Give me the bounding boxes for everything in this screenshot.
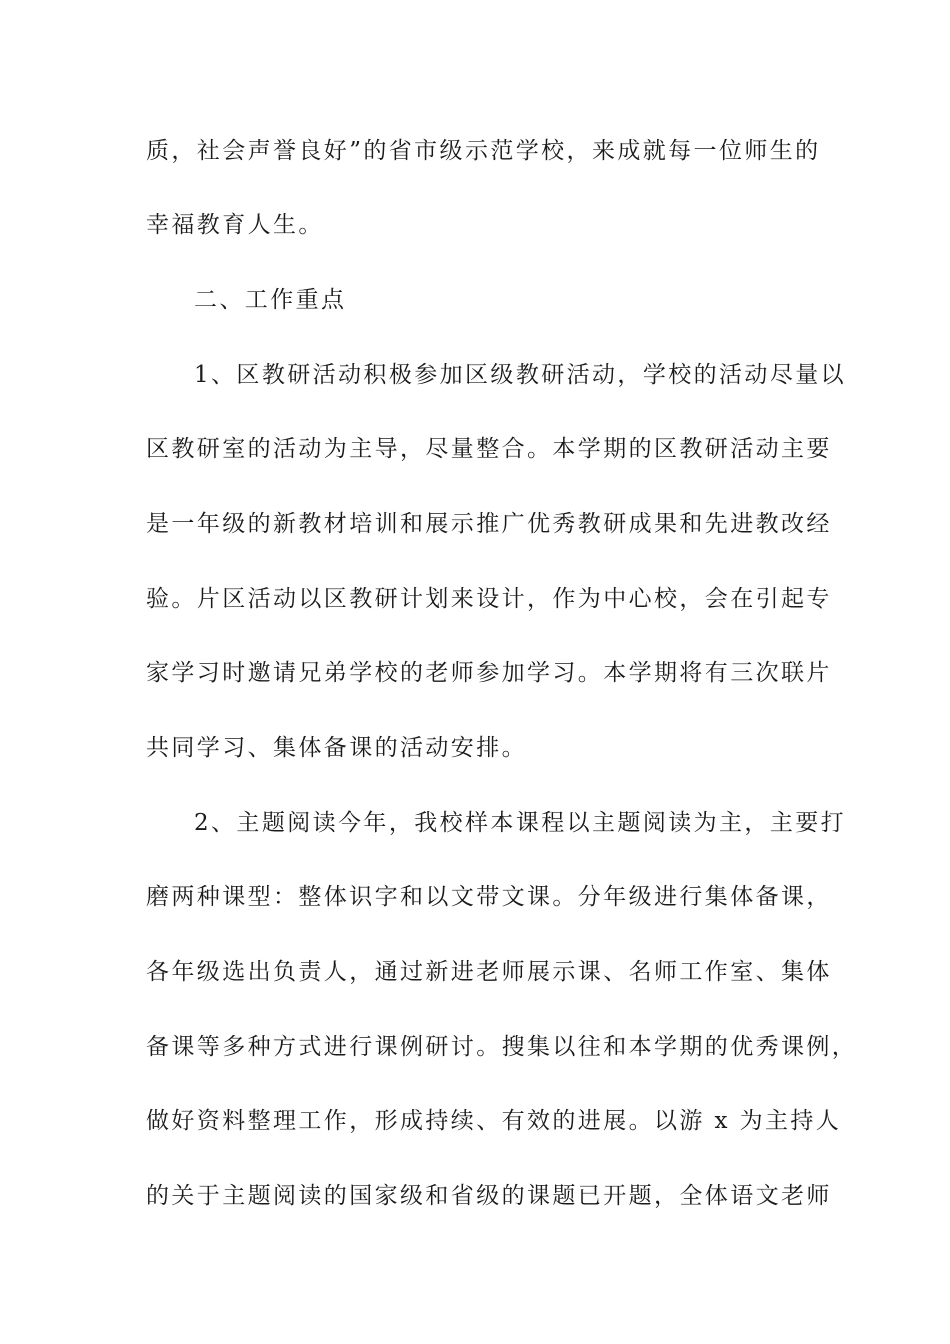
body-text-line: 各年级选出负责人，通过新进老师展示课、名师工作室、集体 xyxy=(146,959,832,985)
body-text-line: 的关于主题阅读的国家级和省级的课题已开题，全体语文老师 xyxy=(146,1183,832,1209)
body-text-line: 质，社会声誉良好”的省市级示范学校，来成就每一位师生的 xyxy=(146,138,821,164)
body-text-line: 验。片区活动以区教研计划来设计，作为中心校，会在引起专 xyxy=(146,586,832,612)
body-text-line: 共同学习、集体备课的活动安排。 xyxy=(146,735,527,761)
section-heading: 二、工作重点 xyxy=(194,287,347,313)
body-text-line: 备课等多种方式进行课例研讨。搜集以往和本学期的优秀课例， xyxy=(146,1034,858,1060)
body-text-line: 是一年级的新教材培训和展示推广优秀教研成果和先进教改经 xyxy=(146,511,832,537)
body-text-line: 幸福教育人生。 xyxy=(146,212,324,238)
body-text-line: 磨两种课型：整体识字和以文带文课。分年级进行集体备课， xyxy=(146,884,832,910)
paragraph-first-line: 2、主题阅读今年，我校样本课程以主题阅读为主，主要打 xyxy=(194,810,847,836)
body-text-line: 家学习时邀请兄弟学校的老师参加学习。本学期将有三次联片 xyxy=(146,660,832,686)
body-text-line: 区教研室的活动为主导，尽量整合。本学期的区教研活动主要 xyxy=(146,436,832,462)
paragraph-first-line: 1、区教研活动积极参加区级教研活动，学校的活动尽量以 xyxy=(194,362,847,388)
body-text-line: 做好资料整理工作，形成持续、有效的进展。以游 x 为主持人 xyxy=(146,1108,842,1134)
